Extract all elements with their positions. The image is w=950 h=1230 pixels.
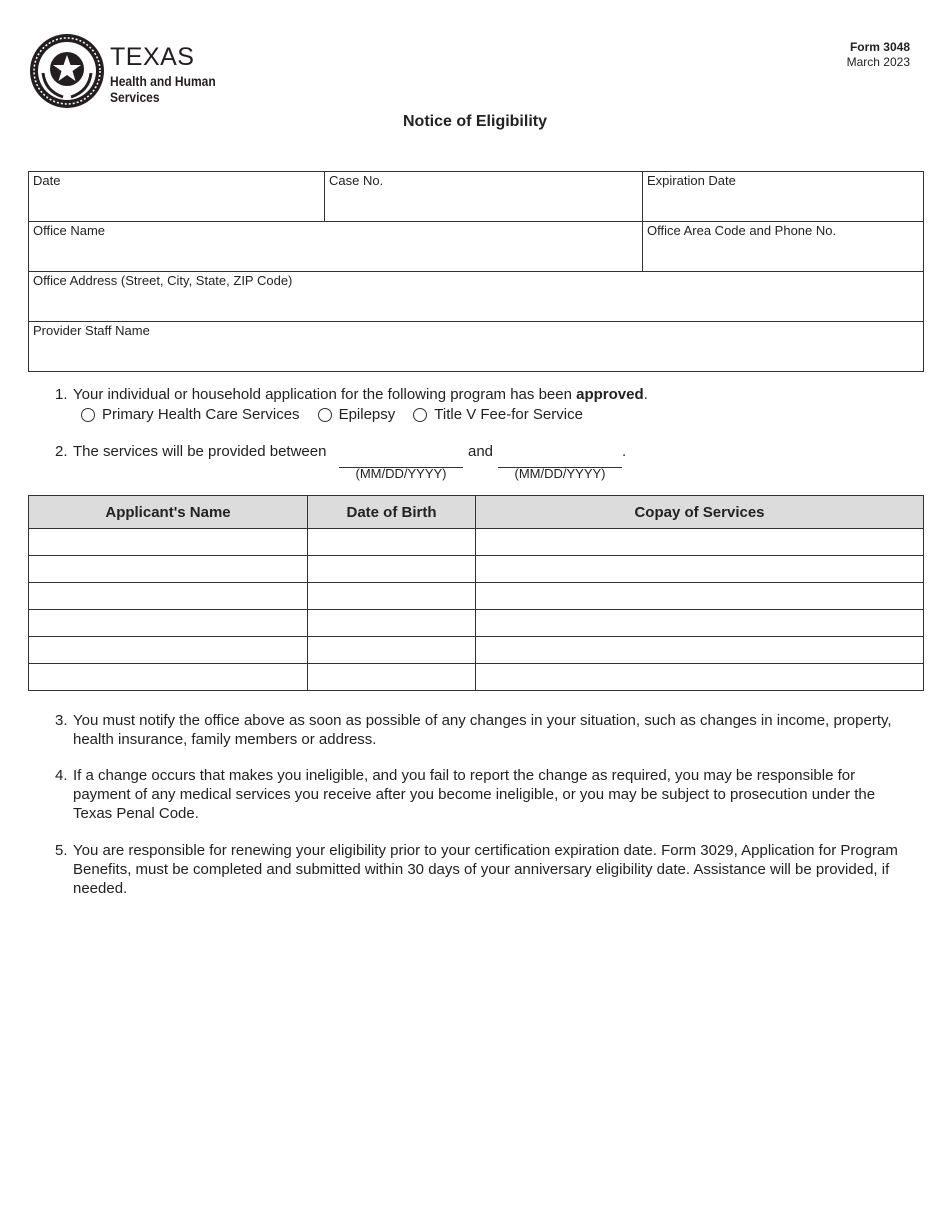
option-title-v-label: Title V Fee-for Service <box>434 406 583 423</box>
provider-staff-label: Provider Staff Name <box>33 323 150 338</box>
copay-cell[interactable] <box>476 583 924 610</box>
question-2 <box>55 442 326 461</box>
texas-seal-icon <box>29 33 105 109</box>
radio-epilepsy[interactable] <box>318 408 332 422</box>
date-of-birth-cell[interactable] <box>308 610 476 637</box>
option-primary-health-care-label: Primary Health Care Services <box>102 406 300 423</box>
date-of-birth-cell[interactable] <box>308 583 476 610</box>
office-phone-field[interactable] <box>643 222 924 272</box>
logo-texas-text: TEXAS <box>110 43 195 71</box>
applicant-name-cell[interactable] <box>29 583 308 610</box>
logo-subtitle: Health and Human Services <box>110 73 216 105</box>
option-title-v[interactable] <box>413 406 583 423</box>
option-primary-health-care[interactable] <box>81 406 300 423</box>
question-2-and: and <box>468 443 494 460</box>
applicant-name-cell[interactable] <box>29 556 308 583</box>
table-row <box>29 583 924 610</box>
radio-title-v[interactable] <box>413 408 427 422</box>
copay-cell[interactable] <box>476 556 924 583</box>
table-row <box>29 610 924 637</box>
case-no-field[interactable] <box>325 172 643 222</box>
copay-cell[interactable] <box>476 529 924 556</box>
paragraph-4-number: 4. <box>55 767 68 784</box>
applicant-table <box>28 495 924 691</box>
hhs-logo <box>29 33 229 113</box>
question-1-text: Your individual or household application for the following program has been <box>73 386 577 403</box>
start-date-hint: (MM/DD/YYYY) <box>355 466 447 481</box>
paragraph-3-number: 3. <box>55 712 68 729</box>
date-of-birth-cell[interactable] <box>308 664 476 691</box>
form-number: Form 3048 <box>849 40 910 54</box>
option-epilepsy-label: Epilepsy <box>338 406 396 423</box>
end-date-hint: (MM/DD/YYYY) <box>514 466 606 481</box>
date-label: Date <box>33 173 61 188</box>
program-options <box>81 406 601 423</box>
table-row <box>29 529 924 556</box>
radio-primary-health-care[interactable] <box>81 408 95 422</box>
office-info-table <box>28 171 924 372</box>
office-name-label: Office Name <box>33 223 106 238</box>
applicant-name-cell[interactable] <box>29 664 308 691</box>
page-title: Notice of Eligibility <box>402 113 547 130</box>
copay-cell[interactable] <box>476 664 924 691</box>
applicant-name-cell[interactable] <box>29 529 308 556</box>
date-of-birth-cell[interactable] <box>308 556 476 583</box>
paragraph-4-text: If a change occurs that makes you ineligible, and you fail to report the change as required, you may be responsible for payment of any medical services you receive after you become ineligible, or you may be subject to prosecution under the Texas Penal Code. <box>73 767 876 822</box>
paragraph-5 <box>55 841 915 898</box>
question-2-number: 2. <box>55 443 68 460</box>
paragraph-4 <box>55 766 915 823</box>
paragraph-3 <box>55 711 915 749</box>
question-1-period: . <box>643 386 648 403</box>
table-row <box>29 637 924 664</box>
table-row <box>29 556 924 583</box>
office-address-field[interactable] <box>29 272 924 322</box>
office-address-label: Office Address (Street, City, State, ZIP Code) <box>33 273 293 288</box>
question-1 <box>55 385 648 404</box>
paragraph-5-text: You are responsible for renewing your eligibility prior to your certification expiration date. Form 3029, Application for Program Benefits, must be completed and submitted within 30 days of your anniversary eligibility date. Assistance will be provided, if needed. <box>73 842 898 897</box>
option-epilepsy[interactable] <box>318 406 396 423</box>
applicant-name-cell[interactable] <box>29 610 308 637</box>
provider-staff-field[interactable] <box>29 322 924 372</box>
paragraph-5-number: 5. <box>55 842 68 859</box>
expiration-date-label: Expiration Date <box>647 173 736 188</box>
applicant-name-cell[interactable] <box>29 637 308 664</box>
date-field[interactable] <box>29 172 325 222</box>
office-name-field[interactable] <box>29 222 643 272</box>
office-phone-label: Office Area Code and Phone No. <box>647 223 837 238</box>
copay-cell[interactable] <box>476 637 924 664</box>
question-1-approved: approved <box>576 386 644 403</box>
question-2-text: The services will be provided between <box>73 443 327 460</box>
header-date-of-birth: Date of Birth <box>308 496 476 529</box>
copay-cell[interactable] <box>476 610 924 637</box>
form-number-block <box>847 40 910 70</box>
table-row <box>29 664 924 691</box>
form-date: March 2023 <box>846 55 910 69</box>
question-1-number: 1. <box>55 386 68 403</box>
date-of-birth-cell[interactable] <box>308 529 476 556</box>
header-applicant-name: Applicant's Name <box>29 496 308 529</box>
header-copay: Copay of Services <box>476 496 924 529</box>
expiration-date-field[interactable] <box>643 172 924 222</box>
paragraph-3-text: You must notify the office above as soon as possible of any changes in your situation, such as changes in income, property, health insurance, family members or address. <box>73 712 892 748</box>
case-no-label: Case No. <box>329 173 384 188</box>
date-of-birth-cell[interactable] <box>308 637 476 664</box>
question-2-period: . <box>622 443 627 460</box>
